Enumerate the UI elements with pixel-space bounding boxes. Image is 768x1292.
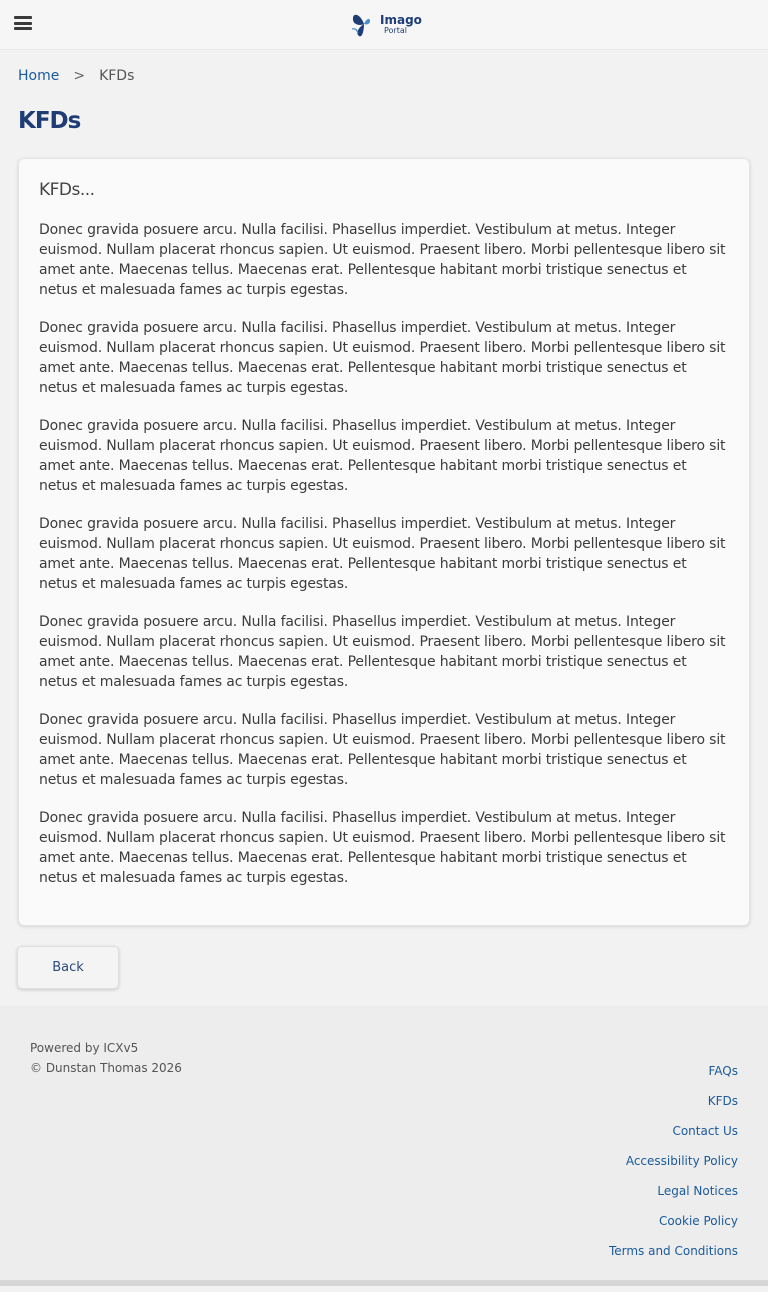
breadcrumb-current: KFDs (99, 68, 135, 84)
card-paragraph: Donec gravida posuere arcu. Nulla facilisi. Phasellus imperdiet. Vestibulum at metus. Integer euismod. Nullam placerat rhoncus sapien. Ut euismod. Praesent libero. Morbi pellentesque libero sit amet ante. Maecenas tellus. Maecenas erat. Pellentesque habitant morbi tristique senectus et netus et malesuada fames ac turpis egestas. (39, 614, 726, 690)
footer-link-faqs[interactable]: FAQs (708, 1064, 738, 1078)
hamburger-menu-icon[interactable] (14, 16, 32, 30)
logo-line2: Portal (384, 25, 407, 35)
footer-link-terms-and-conditions[interactable]: Terms and Conditions (608, 1244, 738, 1258)
card-paragraph: Donec gravida posuere arcu. Nulla facilisi. Phasellus imperdiet. Vestibulum at metus. Integer euismod. Nullam placerat rhoncus sapien. Ut euismod. Praesent libero. Morbi pellentesque libero sit amet ante. Maecenas tellus. Maecenas erat. Pellentesque habitant morbi tristique senectus et netus et malesuada fames ac turpis egestas. (39, 418, 726, 494)
page-title: KFDs (18, 108, 81, 134)
card-heading: KFDs... (39, 180, 95, 200)
footer-link-contact-us[interactable]: Contact Us (672, 1124, 738, 1138)
logo-line1: Imago (380, 12, 422, 27)
breadcrumb-home-link[interactable]: Home (18, 68, 60, 84)
footer-link-cookie-policy[interactable]: Cookie Policy (658, 1214, 738, 1228)
copyright-text: © Dunstan Thomas 2026 (30, 1061, 182, 1075)
imago-portal-logo[interactable] (350, 9, 422, 39)
footer-link-kfds[interactable]: KFDs (707, 1094, 738, 1108)
card-paragraph: Donec gravida posuere arcu. Nulla facilisi. Phasellus imperdiet. Vestibulum at metus. Integer euismod. Nullam placerat rhoncus sapien. Ut euismod. Praesent libero. Morbi pellentesque libero sit amet ante. Maecenas tellus. Maecenas erat. Pellentesque habitant morbi tristique senectus et netus et malesuada fames ac turpis egestas. (39, 516, 726, 592)
footer-links (609, 1056, 738, 1266)
content-card (18, 158, 750, 926)
footer-link-legal-notices[interactable]: Legal Notices (657, 1184, 738, 1198)
card-paragraph: Donec gravida posuere arcu. Nulla facilisi. Phasellus imperdiet. Vestibulum at metus. Integer euismod. Nullam placerat rhoncus sapien. Ut euismod. Praesent libero. Morbi pellentesque libero sit amet ante. Maecenas tellus. Maecenas erat. Pellentesque habitant morbi tristique senectus et netus et malesuada fames ac turpis egestas. (39, 712, 726, 788)
footer (0, 1006, 768, 1286)
footer-link-accessibility-policy[interactable]: Accessibility Policy (625, 1154, 738, 1168)
breadcrumb-separator: > (73, 68, 86, 84)
card-paragraph: Donec gravida posuere arcu. Nulla facilisi. Phasellus imperdiet. Vestibulum at metus. Integer euismod. Nullam placerat rhoncus sapien. Ut euismod. Praesent libero. Morbi pellentesque libero sit amet ante. Maecenas tellus. Maecenas erat. Pellentesque habitant morbi tristique senectus et netus et malesuada fames ac turpis egestas. (39, 320, 726, 396)
top-header (0, 0, 768, 50)
butterfly-icon (350, 9, 378, 39)
back-button[interactable]: Back (17, 946, 119, 989)
breadcrumb (18, 68, 134, 84)
card-paragraph: Donec gravida posuere arcu. Nulla facilisi. Phasellus imperdiet. Vestibulum at metus. Integer euismod. Nullam placerat rhoncus sapien. Ut euismod. Praesent libero. Morbi pellentesque libero sit amet ante. Maecenas tellus. Maecenas erat. Pellentesque habitant morbi tristique senectus et netus et malesuada fames ac turpis egestas. (39, 222, 726, 298)
powered-by-text: Powered by ICXv5 (30, 1041, 139, 1055)
footer-credits (30, 1038, 182, 1078)
card-paragraph: Donec gravida posuere arcu. Nulla facilisi. Phasellus imperdiet. Vestibulum at metus. Integer euismod. Nullam placerat rhoncus sapien. Ut euismod. Praesent libero. Morbi pellentesque libero sit amet ante. Maecenas tellus. Maecenas erat. Pellentesque habitant morbi tristique senectus et netus et malesuada fames ac turpis egestas. (39, 810, 726, 886)
